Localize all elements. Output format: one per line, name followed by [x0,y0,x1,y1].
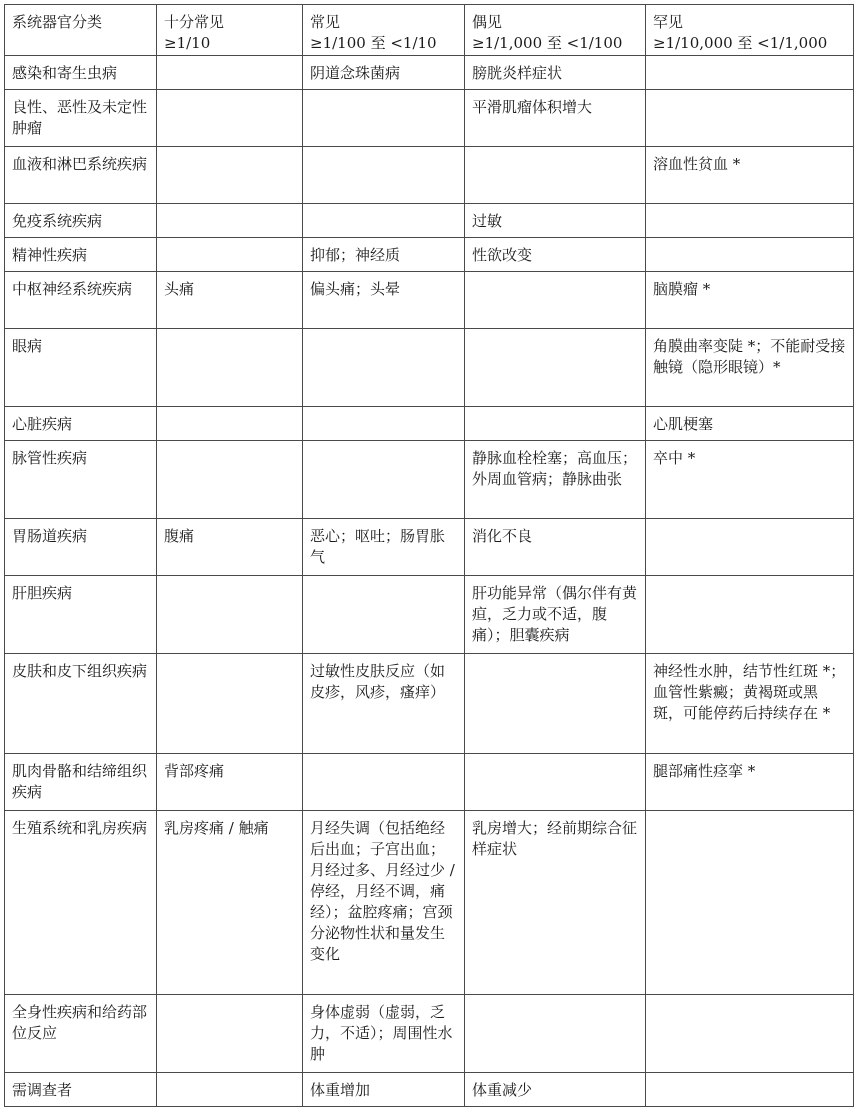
cell-uncommon: 平滑肌瘤体积增大 [465,90,646,147]
cell-rare [646,56,854,90]
cell-rare [646,995,854,1073]
cell-very-common [157,441,303,519]
header-row [5,5,854,56]
table-row [5,204,854,238]
table-row [5,238,854,272]
cell-rare [646,519,854,576]
cell-soc: 肝胆疾病 [5,576,157,654]
cell-rare [646,1073,854,1107]
cell-common: 过敏性皮肤反应（如皮疹，风疹，瘙痒） [303,654,465,754]
cell-rare: 角膜曲率变陡 *；不能耐受接触镜（隐形眼镜）* [646,329,854,407]
header-rare: 罕见 ≥1/10,000 至 <1/1,000 [646,5,854,56]
cell-uncommon [465,754,646,811]
cell-uncommon: 消化不良 [465,519,646,576]
cell-common [303,576,465,654]
cell-soc: 需调查者 [5,1073,157,1107]
cell-rare: 卒中 * [646,441,854,519]
cell-common [303,147,465,204]
cell-common: 偏头痛；头晕 [303,272,465,329]
table-row [5,754,854,811]
cell-very-common [157,238,303,272]
cell-uncommon: 性欲改变 [465,238,646,272]
table-row [5,272,854,329]
table-row [5,329,854,407]
cell-very-common [157,56,303,90]
cell-rare [646,576,854,654]
cell-very-common [157,407,303,441]
cell-common [303,754,465,811]
cell-soc: 中枢神经系统疾病 [5,272,157,329]
adverse-reactions-table [4,4,854,1107]
cell-very-common: 乳房疼痛 / 触痛 [157,811,303,995]
cell-common: 恶心；呕吐；肠胃胀气 [303,519,465,576]
cell-rare [646,90,854,147]
cell-common [303,441,465,519]
cell-common: 抑郁；神经质 [303,238,465,272]
cell-common: 月经失调（包括绝经后出血；子宫出血；月经过多、月经过少 / 停经，月经不调，痛经）；盆腔疼痛；宫颈分泌物性状和量发生变化 [303,811,465,995]
cell-uncommon [465,329,646,407]
header-soc: 系统器官分类 [5,5,157,56]
cell-very-common [157,576,303,654]
cell-rare: 神经性水肿，结节性红斑 *；血管性紫癜；黄褐斑或黑斑，可能停药后持续存在 * [646,654,854,754]
table-row [5,519,854,576]
table-row [5,441,854,519]
cell-very-common [157,1073,303,1107]
table-row [5,407,854,441]
table-row [5,147,854,204]
table-row [5,995,854,1073]
cell-rare: 心肌梗塞 [646,407,854,441]
cell-soc: 眼病 [5,329,157,407]
cell-common: 身体虚弱（虚弱，乏力，不适）；周围性水肿 [303,995,465,1073]
cell-soc: 脉管性疾病 [5,441,157,519]
cell-very-common: 背部疼痛 [157,754,303,811]
cell-soc: 血液和淋巴系统疾病 [5,147,157,204]
cell-rare: 腿部痛性痉挛 * [646,754,854,811]
cell-common [303,204,465,238]
table-row [5,576,854,654]
cell-common [303,329,465,407]
header-uncommon: 偶见 ≥1/1,000 至 <1/100 [465,5,646,56]
cell-common [303,407,465,441]
cell-soc: 良性、恶性及未定性肿瘤 [5,90,157,147]
table-row [5,90,854,147]
cell-uncommon [465,654,646,754]
table-row [5,811,854,995]
table-row [5,654,854,754]
cell-uncommon: 乳房增大；经前期综合征样症状 [465,811,646,995]
cell-very-common [157,204,303,238]
cell-very-common: 头痛 [157,272,303,329]
cell-uncommon [465,147,646,204]
cell-uncommon [465,407,646,441]
cell-uncommon: 体重减少 [465,1073,646,1107]
cell-common [303,90,465,147]
cell-very-common [157,995,303,1073]
cell-uncommon [465,272,646,329]
cell-very-common [157,654,303,754]
cell-soc: 皮肤和皮下组织疾病 [5,654,157,754]
cell-rare [646,204,854,238]
cell-soc: 心脏疾病 [5,407,157,441]
cell-uncommon: 肝功能异常（偶尔伴有黄疸，乏力或不适，腹痛）；胆囊疾病 [465,576,646,654]
cell-very-common [157,329,303,407]
header-very-common: 十分常见 ≥1/10 [157,5,303,56]
cell-uncommon: 静脉血栓栓塞；高血压；外周血管病；静脉曲张 [465,441,646,519]
cell-very-common [157,147,303,204]
cell-uncommon: 膀胱炎样症状 [465,56,646,90]
table-row [5,56,854,90]
cell-soc: 感染和寄生虫病 [5,56,157,90]
header-common: 常见 ≥1/100 至 <1/10 [303,5,465,56]
cell-common: 阴道念珠菌病 [303,56,465,90]
cell-rare [646,811,854,995]
cell-soc: 全身性疾病和给药部位反应 [5,995,157,1073]
cell-uncommon: 过敏 [465,204,646,238]
cell-soc: 生殖系统和乳房疾病 [5,811,157,995]
cell-rare: 溶血性贫血 * [646,147,854,204]
cell-very-common [157,90,303,147]
cell-very-common: 腹痛 [157,519,303,576]
cell-soc: 肌肉骨骼和结缔组织疾病 [5,754,157,811]
cell-common: 体重增加 [303,1073,465,1107]
cell-uncommon [465,995,646,1073]
cell-rare: 脑膜瘤 * [646,272,854,329]
cell-soc: 免疫系统疾病 [5,204,157,238]
cell-rare [646,238,854,272]
table-row [5,1073,854,1107]
cell-soc: 胃肠道疾病 [5,519,157,576]
cell-soc: 精神性疾病 [5,238,157,272]
